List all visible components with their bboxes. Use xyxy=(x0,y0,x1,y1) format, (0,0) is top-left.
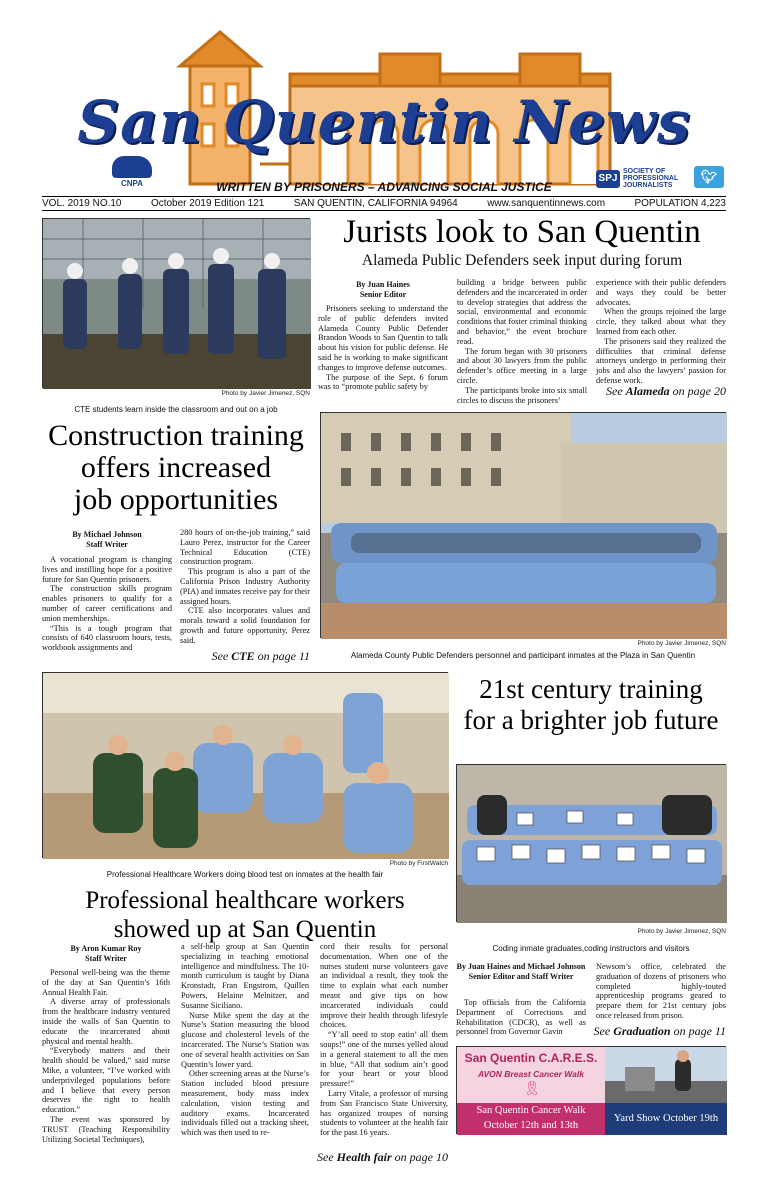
paragraph: Top officials from the California Department of Corrections and Rehabilitation (CDCR), as well as personnel from Governor Gavin xyxy=(456,998,586,1037)
construction-continuation[interactable] xyxy=(180,649,310,664)
headline-line: for a brighter job future xyxy=(463,705,719,735)
see-page: on page 11 xyxy=(673,1024,726,1038)
yard-bar xyxy=(605,1103,727,1135)
healthcare-headline[interactable] xyxy=(42,886,448,944)
tagline: WRITTEN BY PRISONERS – ADVANCING SOCIAL JUSTICE xyxy=(216,180,552,194)
paragraph: experience with their public defenders and ways they could be better advocates. xyxy=(596,278,726,307)
paragraph: The participants broke into six small circles to discuss the prisoners’ xyxy=(457,385,587,405)
paragraph: CTE also incorporates values and morals toward a solid foundation for growth and future opportunity, Perez said. xyxy=(180,606,310,645)
paragraph: Nurse Mike spent the day at the Nurse’s Station measuring the blood glucose and cholesterol levels of the incarcerated. The Nurse’s Station was one of several health activities on San Quentin’s lower yard. xyxy=(181,1010,309,1069)
jurists-continuation[interactable] xyxy=(596,384,726,399)
bear-icon xyxy=(112,156,152,178)
see-prefix: See xyxy=(593,1024,611,1038)
events-promo-banner[interactable] xyxy=(456,1046,726,1134)
paragraph: This program is also a part of the California Prison Industry Authority (PIA) and inmates receive pay for their assigned hours. xyxy=(180,567,310,606)
healthcare-byline xyxy=(42,944,170,964)
twitter-bird-icon[interactable]: 🐦︎ xyxy=(694,166,724,188)
photo-credit: Photo by Javier Jimenez, SQN xyxy=(221,390,310,397)
graduation-column-2 xyxy=(596,962,726,1022)
see-page: on page 20 xyxy=(672,384,726,398)
health-photo-image xyxy=(43,673,449,859)
see-page: on page 11 xyxy=(257,649,310,663)
byline-name: By Michael Johnson xyxy=(72,530,142,539)
see-prefix: See xyxy=(606,384,623,398)
byline-name: By Aron Kumar Roy xyxy=(70,944,142,953)
see-page: on page 10 xyxy=(394,1150,448,1164)
byline-title: Staff Writer xyxy=(86,540,128,549)
jurists-deck: Alameda Public Defenders seek input during forum xyxy=(361,252,683,269)
paragraph: Personal well-being was the theme of the day at San Quentin’s 16th Annual Health Fair. xyxy=(42,968,170,997)
volume-number: VOL. 2019 NO.10 xyxy=(42,198,122,209)
paragraph: a self-help group at San Quentin specializing in teaching emotional intelligence and mindfulness. The 10-month curriculum is taught by Diana Kronstadt, Fran Engstrom, Quillen Powers, Helaine Melnitzer, and Susanne Siciliano. xyxy=(181,942,309,1010)
headline-line: offers increased xyxy=(80,451,272,484)
byline-title: Senior Editor and Staff Writer xyxy=(468,972,574,981)
photo-caption: Alameda County Public Defenders personnel and participant inmates at the Plaza in San Quentin xyxy=(350,651,696,660)
paragraph: A diverse array of professionals from the healthcare industry ventured inside the walls of San Quentin to educate the incarcerated about physical and mental health. xyxy=(42,997,170,1046)
paragraph: building a bridge between public defenders and the incarcerated in order to develop strategies that address the social, environmental and economic conditions that foster criminal thinking and behavior,” the event brochure read. xyxy=(457,278,587,346)
photo-credit: Photo by Javier Jimenez, SQN xyxy=(637,928,726,935)
paragraph: The construction skills program enables prisoners to qualify for a number of career certifications and union memberships. xyxy=(42,584,172,623)
location: SAN QUENTIN, CALIFORNIA 94964 xyxy=(293,198,458,209)
photo-caption: Coding inmate graduates,coding instructors and visitors xyxy=(492,944,690,953)
photo-credit: Photo by FirstWatch xyxy=(389,860,448,867)
paragraph: cord their results for personal documentation. When one of the nurses student nurse volunteers gave an individual a result, they took the time to explain what each number meant and give tips on how incarcerated individuals could improve their health through lifestyle choices. xyxy=(320,942,448,1030)
headline-line: 21st century training xyxy=(479,674,703,704)
healthcare-continuation[interactable] xyxy=(300,1150,448,1165)
byline-name: By Juan Haines xyxy=(356,280,410,289)
masthead xyxy=(0,0,768,200)
paragraph: When the groups rejoined the large circle, they talked about what they learned from each other. xyxy=(596,307,726,336)
graduation-continuation[interactable] xyxy=(586,1024,726,1039)
healthcare-column-3 xyxy=(320,942,448,1138)
paragraph: “Everybody matters and their health should be valued,” said nurse Mike, a volunteer, “I’ve worked with underprivileged populations before and I believe that every person deserves the right to health education.” xyxy=(42,1046,170,1115)
newspaper-title: San Quentin News xyxy=(77,88,691,156)
healthcare-column-1 xyxy=(42,968,170,1168)
see-topic: CTE xyxy=(231,649,255,663)
paragraph: Larry Vitale, a professor of nursing from San Francisco State University, has organized troupes of nursing students to volunteer at the health fair for the past 16 years. xyxy=(320,1088,448,1138)
photo-caption: CTE students learn inside the classroom and out on a job xyxy=(74,405,278,414)
graduation-column-1 xyxy=(456,998,586,1040)
walk-bar xyxy=(457,1103,605,1135)
paragraph: Prisoners seeking to understand the role of public defenders invited Alameda County Public Defender Brandon Woods to San Quentin to talk about his vision for public defense. He said he is working to make significant changes to improve defense outcomes. xyxy=(318,304,448,372)
construction-headline[interactable] xyxy=(42,420,310,516)
cares-title: San Quentin C.A.R.E.S. xyxy=(464,1051,598,1065)
century-headline[interactable] xyxy=(456,674,726,736)
paragraph: Newsom’s office, celebrated the graduation of dozens of prisoners who completed highly-touted apprenticeship programs geared to prepare them for 21st century jobs once released from prison. xyxy=(596,962,726,1020)
issue-info-bar xyxy=(42,196,726,211)
paragraph: Other screening areas at the Nurse’s Station included blood pressure measurement, body mass index calculation, vision testing and auditory exams. Incarcerated individuals filled out a tracking sheet, which was then used to re- xyxy=(181,1069,309,1138)
plaza-photo-image xyxy=(321,413,727,639)
see-topic: Health fair xyxy=(336,1150,392,1164)
stage-photo xyxy=(605,1047,727,1103)
byline-title: Senior Editor xyxy=(359,290,407,299)
graduates-photo-image xyxy=(457,765,727,923)
byline-title: Staff Writer xyxy=(85,954,127,963)
see-topic: Alameda xyxy=(625,384,670,398)
photo-credit: Photo by Javier Jimenez, SQN xyxy=(637,640,726,647)
jurists-column-2 xyxy=(457,278,587,405)
construction-column-2 xyxy=(180,528,310,644)
health-fair-photo xyxy=(42,672,448,858)
cnpa-label: CNPA xyxy=(120,179,144,188)
see-prefix: See xyxy=(211,649,229,663)
construction-byline xyxy=(42,530,172,550)
yard-label: Yard Show October 19th xyxy=(613,1113,719,1124)
coding-graduates-photo xyxy=(456,764,726,922)
graduation-byline xyxy=(456,962,586,982)
website-link[interactable]: www.sanquentinnews.com xyxy=(487,198,606,209)
headline-line: job opportunities xyxy=(73,483,279,516)
paragraph: The prisoners said they realized the difficulties that criminal defense attorneys undergo in performing their jobs and also the lawyers’ passion for defense work. xyxy=(596,336,726,385)
walk-dates: October 12th and 13th xyxy=(483,1120,579,1131)
paragraph: A vocational program is changing lives and instilling hope for a positive future for San Quentin prisoners. xyxy=(42,555,172,584)
jurists-column-1 xyxy=(318,304,448,400)
cares-subtitle: AVON Breast Cancer Walk xyxy=(478,1069,584,1079)
edition-date: October 2019 Edition 121 xyxy=(150,198,265,209)
spj-mark: SPJ xyxy=(596,170,620,188)
healthcare-column-2 xyxy=(181,942,309,1168)
paragraph: “This is a tough program that consists of 640 classroom hours, tests, workbook assignments and xyxy=(42,623,172,653)
cte-students-photo xyxy=(42,218,310,388)
photo-caption: Professional Healthcare Workers doing blood test on inmates at the health fair xyxy=(106,870,384,879)
plaza-group-photo xyxy=(320,412,726,638)
paragraph: The forum began with 30 prisoners and about 30 lawyers from the public defender’s office meeting in a large circle. xyxy=(457,346,587,385)
see-prefix: See xyxy=(317,1150,334,1164)
construction-column-1 xyxy=(42,555,172,663)
paragraph: “Y’all need to stop eatin’ all them soups!” one of the nurses yelled aloud in a general statement to all the men in blue, “All that sodium ain’t good for your heart or your blood pressure!” xyxy=(320,1030,448,1089)
jurists-column-3 xyxy=(596,278,726,385)
jurists-byline xyxy=(318,280,448,300)
pink-ribbon-icon: 🎗︎ xyxy=(523,1082,541,1097)
headline-line: Professional healthcare workers xyxy=(85,887,405,914)
headline-line: Construction training xyxy=(48,419,304,452)
walk-label: San Quentin Cancer Walk xyxy=(476,1105,586,1116)
cte-photo-image xyxy=(43,219,311,389)
see-topic: Graduation xyxy=(613,1024,671,1038)
paragraph: The purpose of the Sept. 6 forum was to “promote public safety by xyxy=(318,372,448,392)
byline-name: By Juan Haines and Michael Johnson xyxy=(456,962,586,971)
paragraph: 280 hours of on-the-job training,” said Lauro Perez, instructor for the Career Technical Education (CTE) construction program. xyxy=(180,528,310,567)
jurists-headline[interactable]: Jurists look to San Quentin xyxy=(343,214,701,250)
headline-line: showed up at San Quentin xyxy=(113,916,377,943)
spj-label: SOCIETY OF PROFESSIONAL JOURNALISTS xyxy=(623,168,679,189)
paragraph: The event was sponsored by TRUST (Teaching Responsibility Utilizing Societal Techniques), xyxy=(42,1114,170,1144)
population: POPULATION 4,223 xyxy=(634,198,726,209)
